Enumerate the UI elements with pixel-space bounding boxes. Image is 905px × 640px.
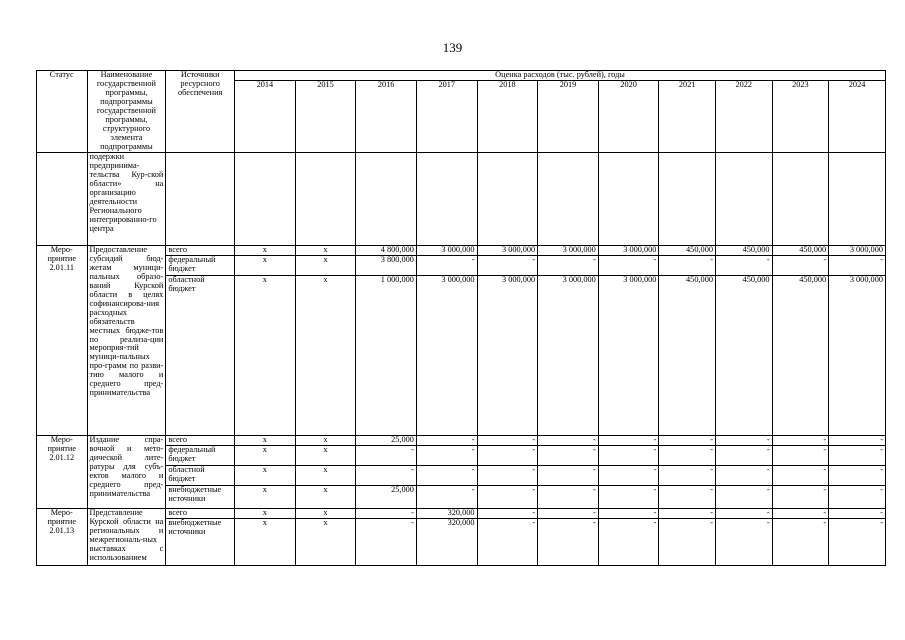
- amount-cell: x: [295, 466, 356, 486]
- amount-cell: x: [295, 446, 356, 466]
- amount-cell: -: [772, 519, 829, 566]
- amount-cell: -: [477, 466, 538, 486]
- amount-cell: -: [477, 446, 538, 466]
- amount-cell: 4 800,000: [356, 246, 417, 256]
- header-year: 2019: [538, 81, 599, 153]
- funding-source: всего: [166, 509, 235, 519]
- amount-cell: -: [659, 509, 716, 519]
- amount-cell: x: [295, 509, 356, 519]
- amount-cell: -: [829, 446, 886, 466]
- header-year: 2017: [416, 81, 477, 153]
- amount-cell: -: [477, 436, 538, 446]
- amount-cell: -: [538, 436, 599, 446]
- amount-cell: -: [356, 509, 417, 519]
- amount-cell: x: [295, 256, 356, 276]
- amount-cell: x: [295, 486, 356, 509]
- amount-cell: -: [659, 436, 716, 446]
- amount-cell: -: [772, 509, 829, 519]
- amount-cell: 25,000: [356, 486, 417, 509]
- amount-cell: -: [772, 466, 829, 486]
- header-year: 2018: [477, 81, 538, 153]
- amount-cell: x: [235, 509, 296, 519]
- amount-cell: 3 000,000: [598, 276, 659, 436]
- amount-cell: -: [477, 509, 538, 519]
- amount-cell: -: [659, 446, 716, 466]
- amount-cell: -: [829, 519, 886, 566]
- amount-cell: -: [538, 486, 599, 509]
- amount-cell: 450,000: [659, 246, 716, 256]
- amount-cell: -: [356, 446, 417, 466]
- funding-source: областной бюджет: [166, 276, 235, 436]
- funding-source: внебюджетные источники: [166, 486, 235, 509]
- header-row-top: [37, 71, 886, 81]
- amount-cell: -: [772, 446, 829, 466]
- amount-cell: x: [295, 276, 356, 436]
- amount-cell: x: [235, 486, 296, 509]
- amount-cell: 3 000,000: [477, 246, 538, 256]
- amount-cell: -: [538, 466, 599, 486]
- amount-cell: 3 000,000: [598, 246, 659, 256]
- amount-cell: 3 000,000: [829, 246, 886, 256]
- header-year: 2014: [235, 81, 296, 153]
- amount-cell: -: [356, 466, 417, 486]
- table-row: [37, 246, 886, 256]
- amount-cell: -: [716, 509, 773, 519]
- amount-cell: -: [829, 466, 886, 486]
- amount-cell: 1 000,000: [356, 276, 417, 436]
- header-name: Наименование государственной программы, подпрограммы государственной программы, структурного элемента подпрограммы: [87, 71, 166, 153]
- amount-cell: x: [235, 519, 296, 566]
- amount-cell: -: [716, 519, 773, 566]
- funding-source: областной бюджет: [166, 466, 235, 486]
- activity-status: Меро-приятие 2.01.12: [37, 436, 88, 509]
- amount-cell: -: [598, 436, 659, 446]
- amount-cell: -: [598, 509, 659, 519]
- amount-cell: -: [659, 466, 716, 486]
- activity-status: Меро-приятие 2.01.11: [37, 246, 88, 436]
- activity-name: Издание спра-вочной и мето-дической лите-ратуры для субъ-ектов малого и среднего пред-принимательства: [87, 436, 166, 509]
- amount-cell: -: [659, 256, 716, 276]
- amount-cell: -: [598, 466, 659, 486]
- header-year: 2022: [716, 81, 773, 153]
- funding-source: внебюджетные источники: [166, 519, 235, 566]
- amount-cell: -: [416, 486, 477, 509]
- funding-source: федеральный бюджет: [166, 446, 235, 466]
- amount-cell: -: [716, 486, 773, 509]
- amount-cell: 450,000: [772, 246, 829, 256]
- header-year: 2024: [829, 81, 886, 153]
- header-year: 2015: [295, 81, 356, 153]
- amount-cell: x: [295, 519, 356, 566]
- amount-cell: -: [356, 519, 417, 566]
- amount-cell: x: [235, 446, 296, 466]
- amount-cell: x: [295, 246, 356, 256]
- amount-cell: -: [716, 446, 773, 466]
- amount-cell: 450,000: [716, 276, 773, 436]
- header-status: Статус: [37, 71, 88, 153]
- table-row: [37, 509, 886, 519]
- amount-cell: -: [716, 256, 773, 276]
- continuation-name: подержки предпринима-тельства Кур-ской области» на организацию деятельности Регионального интегрированно-го центра: [87, 153, 166, 246]
- amount-cell: 25,000: [356, 436, 417, 446]
- page-number: 139: [442, 40, 463, 55]
- activity-name: Представление Курской области на региональных и межрегиональ-ных выставках с использованием: [87, 509, 166, 566]
- amount-cell: -: [659, 486, 716, 509]
- amount-cell: -: [772, 486, 829, 509]
- funding-source: всего: [166, 436, 235, 446]
- table-body: [37, 153, 886, 566]
- amount-cell: -: [416, 466, 477, 486]
- header-source: Источники ресурсного обеспечения: [166, 71, 235, 153]
- amount-cell: -: [772, 256, 829, 276]
- amount-cell: x: [235, 436, 296, 446]
- amount-cell: -: [772, 436, 829, 446]
- amount-cell: x: [235, 246, 296, 256]
- amount-cell: -: [477, 486, 538, 509]
- amount-cell: x: [295, 436, 356, 446]
- table-row: [37, 436, 886, 446]
- amount-cell: -: [416, 256, 477, 276]
- amount-cell: 3 800,000: [356, 256, 417, 276]
- amount-cell: 320,000: [416, 519, 477, 566]
- continuation-source: [166, 153, 235, 246]
- amount-cell: -: [538, 256, 599, 276]
- amount-cell: 450,000: [716, 246, 773, 256]
- funding-source: всего: [166, 246, 235, 256]
- amount-cell: -: [538, 509, 599, 519]
- header-year: 2020: [598, 81, 659, 153]
- amount-cell: x: [235, 276, 296, 436]
- header-year: 2016: [356, 81, 417, 153]
- amount-cell: x: [235, 466, 296, 486]
- amount-cell: 320,000: [416, 509, 477, 519]
- activity-name: Предоставление субсидий бюд-жетам муници-пальных образо-ваний Курской области в целях софинансирова-ния расходных обязательств местных бюдже-тов по реализа-ции мероприя-тий муници-пальных про-грамм по разви-тию малого и среднего пред-принимательства: [87, 246, 166, 436]
- header-year: 2021: [659, 81, 716, 153]
- activity-status: Меро-приятие 2.01.13: [37, 509, 88, 566]
- header-estimate: Оценка расходов (тыс. рублей), годы: [235, 71, 886, 81]
- amount-cell: -: [477, 519, 538, 566]
- amount-cell: 3 000,000: [538, 276, 599, 436]
- amount-cell: -: [829, 256, 886, 276]
- amount-cell: -: [477, 256, 538, 276]
- amount-cell: -: [598, 486, 659, 509]
- amount-cell: -: [716, 436, 773, 446]
- amount-cell: -: [538, 446, 599, 466]
- amount-cell: -: [829, 509, 886, 519]
- amount-cell: 3 000,000: [829, 276, 886, 436]
- amount-cell: -: [598, 446, 659, 466]
- continuation-row: [37, 153, 886, 246]
- amount-cell: -: [538, 519, 599, 566]
- budget-table: [36, 70, 886, 566]
- amount-cell: -: [659, 519, 716, 566]
- amount-cell: -: [598, 256, 659, 276]
- amount-cell: -: [716, 466, 773, 486]
- amount-cell: x: [235, 256, 296, 276]
- amount-cell: 3 000,000: [477, 276, 538, 436]
- funding-source: федеральный бюджет: [166, 256, 235, 276]
- amount-cell: 450,000: [659, 276, 716, 436]
- amount-cell: 3 000,000: [416, 276, 477, 436]
- amount-cell: -: [416, 446, 477, 466]
- amount-cell: 450,000: [772, 276, 829, 436]
- amount-cell: -: [598, 519, 659, 566]
- amount-cell: -: [416, 436, 477, 446]
- continuation-status: [37, 153, 88, 246]
- amount-cell: -: [829, 486, 886, 509]
- amount-cell: 3 000,000: [416, 246, 477, 256]
- amount-cell: 3 000,000: [538, 246, 599, 256]
- amount-cell: -: [829, 436, 886, 446]
- header-year: 2023: [772, 81, 829, 153]
